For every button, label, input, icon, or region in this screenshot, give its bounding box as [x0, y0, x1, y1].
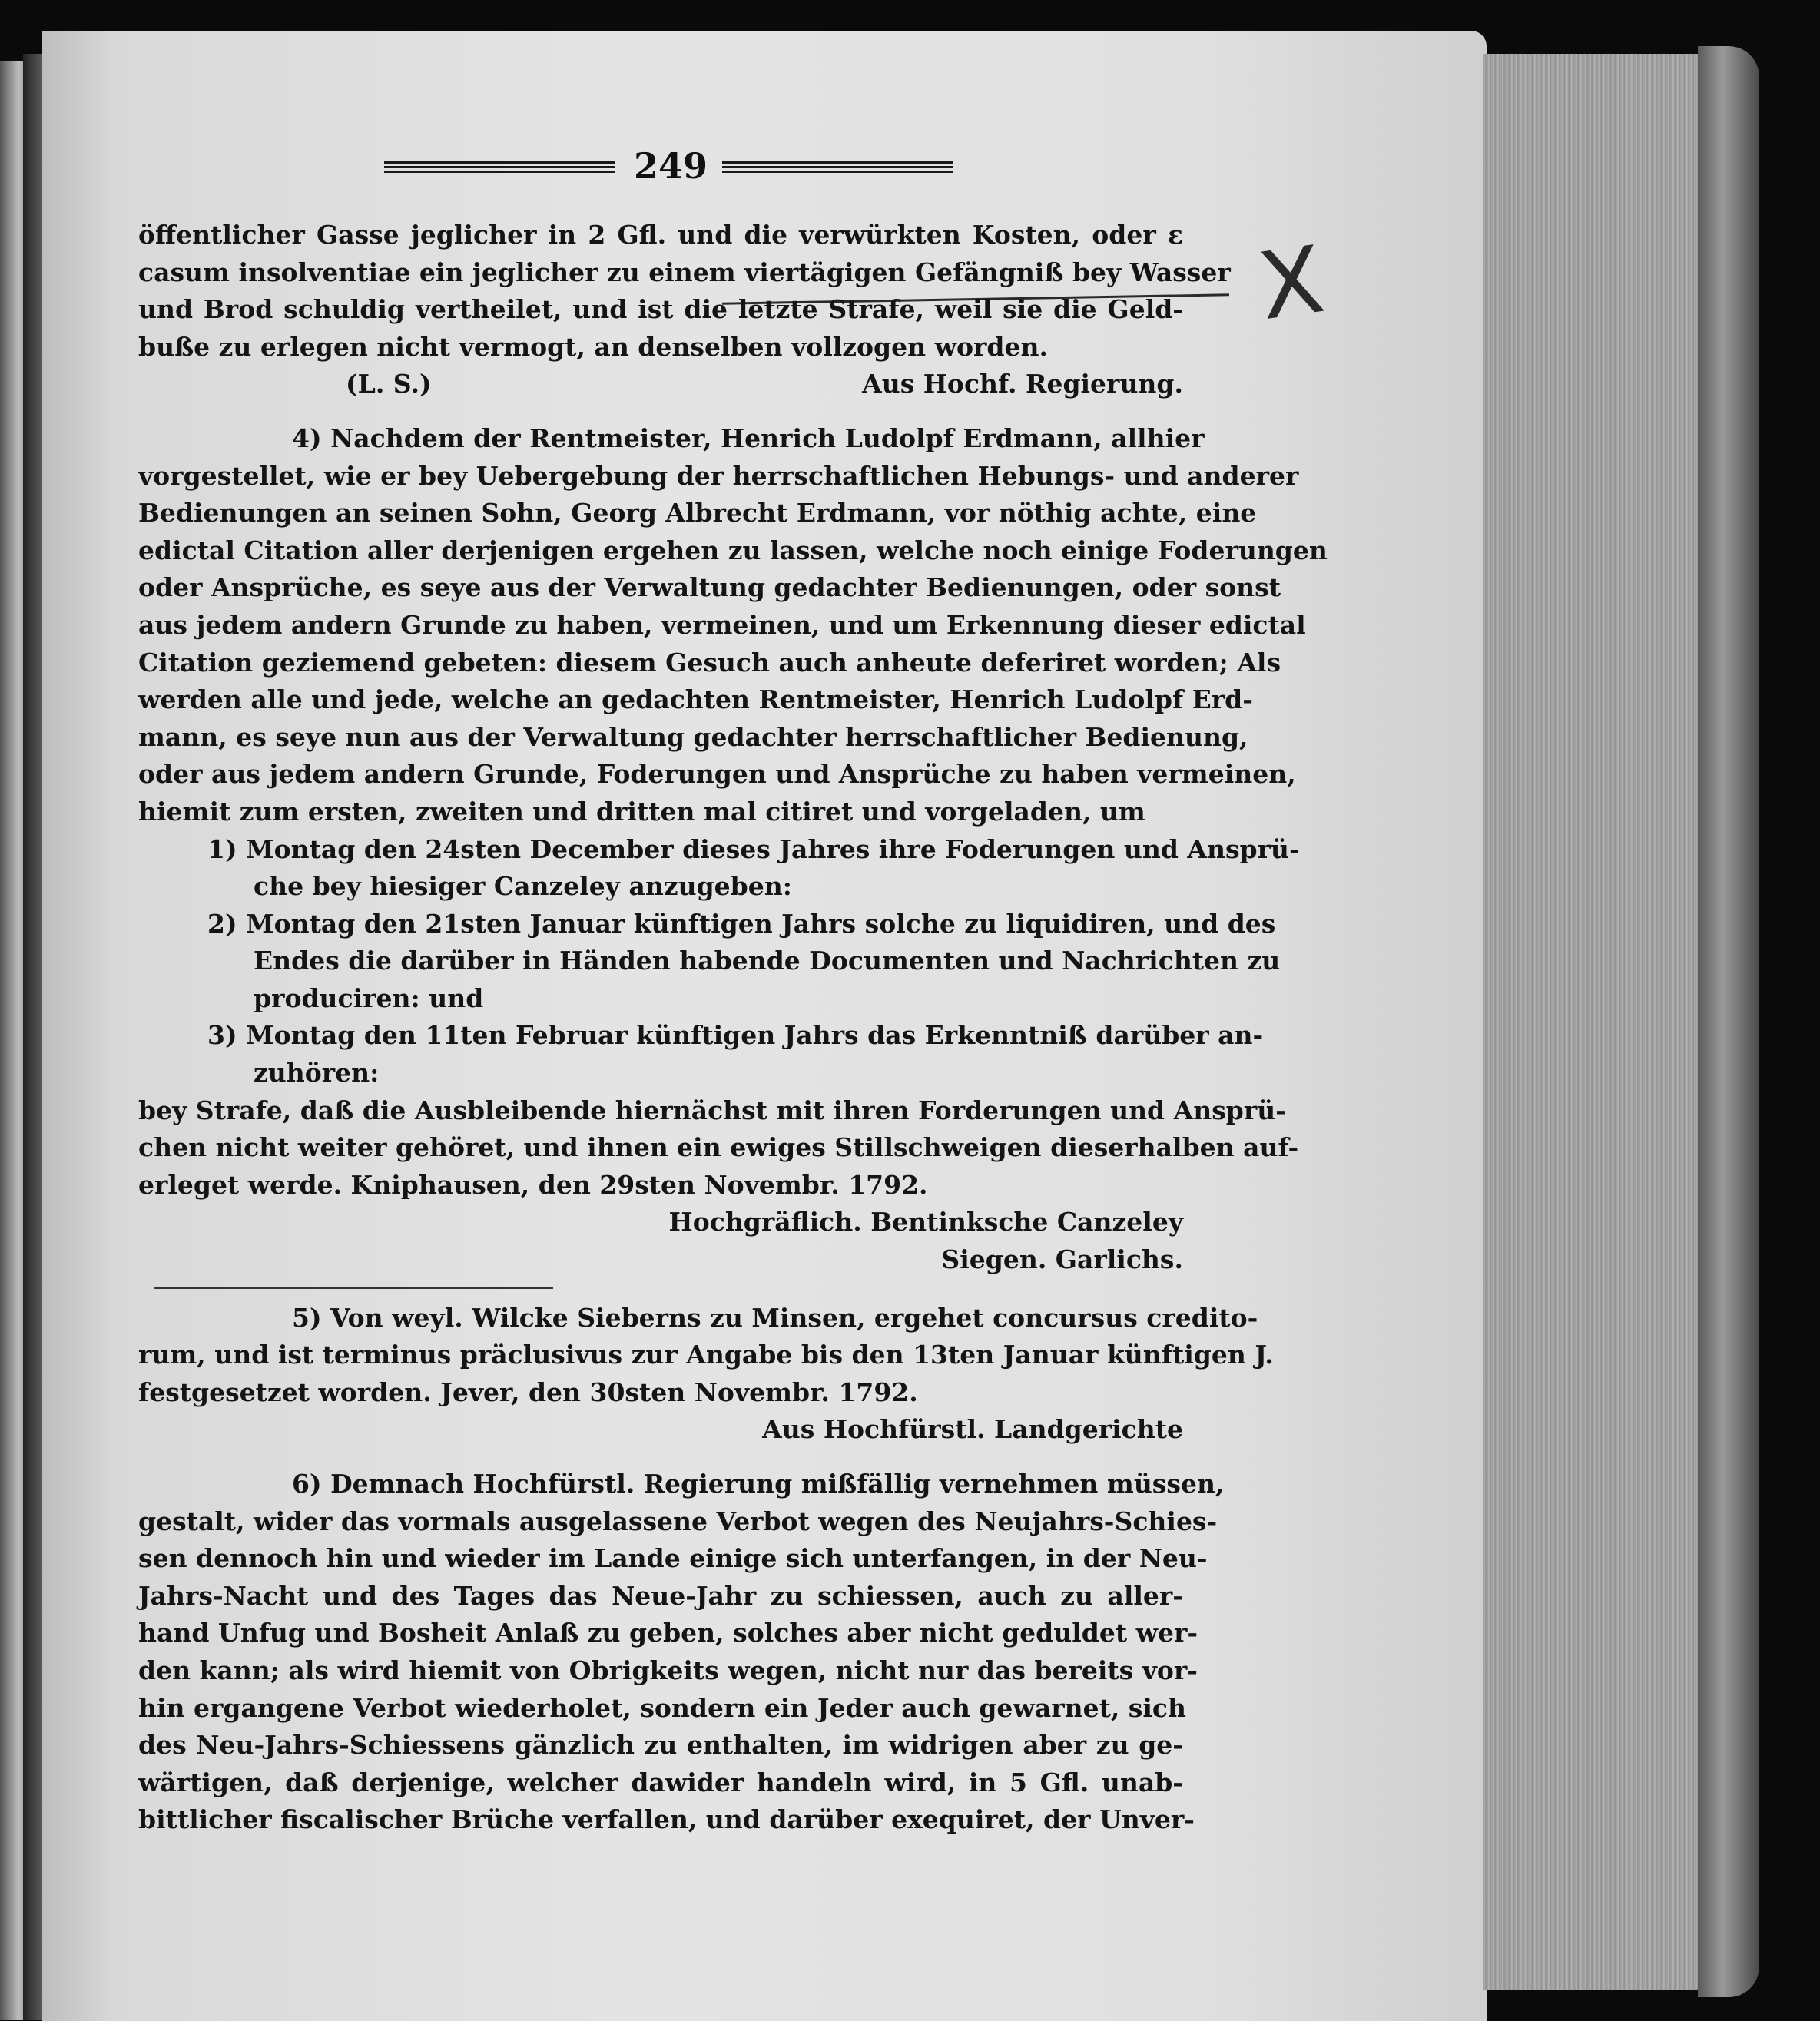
text-line: bittlicher fiscalischer Brüche verfallen, und darüber exequiret, der Unver- — [138, 1804, 1195, 1835]
signature-line — [138, 366, 1183, 403]
text-line: wärtigen, daß derjenige, welcher dawider handeln wird, in 5 Gfl. unab- — [138, 1767, 1183, 1797]
text-line: Jahrs-Nacht und des Tages das Neue-Jahr zu schiessen, auch zu aller- — [138, 1580, 1183, 1611]
text-line: Citation geziemend gebeten: diesem Gesuch auch anheute deferiret worden; Als — [138, 647, 1281, 678]
text-line: bey Strafe, daß die Ausbleibende hiernächst mit ihren Forderungen und Ansprü- — [138, 1095, 1286, 1125]
page-block-edges — [1483, 54, 1718, 1990]
list-item-cont: Endes die darüber in Händen habende Documenten und Nachrichten zu — [254, 946, 1281, 976]
issuer: Hochgräflich. Bentinksche Canzeley — [668, 1207, 1183, 1237]
list-item-cont: zuhören: — [254, 1058, 380, 1088]
page-number: 249 — [633, 145, 708, 187]
text-line: edictal Citation aller derjenigen ergehen zu lassen, welche noch einige Foderungen — [138, 535, 1328, 565]
header-rule-right — [722, 161, 953, 173]
text-line: mann, es seye nun aus der Verwaltung gedachter herrschaftlicher Bedienung, — [138, 721, 1248, 752]
section-separator — [154, 1287, 553, 1289]
text-line: werden alle und jede, welche an gedachten Rentmeister, Henrich Ludolpf Erd- — [138, 684, 1253, 715]
text-line: gestalt, wider das vormals ausgelassene Verbot wegen des Neujahrs-Schies- — [138, 1506, 1218, 1536]
margin-handwritten-mark: X — [1252, 226, 1331, 342]
issuer: Aus Hochfürstl. Landgerichte — [762, 1414, 1183, 1445]
header-rule-left — [384, 161, 615, 173]
seal-mark: (L. S.) — [346, 369, 432, 399]
text-line: oder Ansprüche, es seye aus der Verwaltung gedachter Bedienungen, oder sonst — [138, 572, 1281, 603]
text-line: 5) Von weyl. Wilcke Sieberns zu Minsen, ergehet concursus credito- — [292, 1302, 1258, 1333]
text-line: 4) Nachdem der Rentmeister, Henrich Ludolpf Erdmann, allhier — [292, 422, 1205, 453]
text-line: 6) Demnach Hochfürstl. Regierung mißfällig vernehmen müssen, — [292, 1469, 1225, 1499]
text-line: casum insolventiae ein jeglicher zu einem viertägigen Gefängniß bey Wasser — [138, 257, 1231, 287]
text-line: vorgestellet, wie er bey Uebergebung der herrschaftlichen Hebungs- und anderer — [138, 460, 1299, 491]
issuer: Aus Hochf. Regierung. — [862, 369, 1183, 399]
text-line: sen dennoch hin und wieder im Lande einige sich unterfangen, in der Neu- — [138, 1543, 1208, 1574]
text-line: Bedienungen an seinen Sohn, Georg Albrecht Erdmann, vor nöthig achte, eine — [138, 498, 1257, 528]
text-line: oder aus jedem andern Grunde, Foderungen und Ansprüche zu haben vermeinen, — [138, 759, 1296, 790]
text-line: aus jedem andern Grunde zu haben, vermeinen, und um Erkennung dieser edictal — [138, 609, 1306, 640]
text-line: des Neu-Jahrs-Schiessens gänzlich zu enthalten, im widrigen aber zu ge- — [138, 1730, 1183, 1761]
text-line: erleget werde. Kniphausen, den 29sten Novembr. 1792. — [138, 1169, 928, 1200]
text-line: den kann; als wird hiemit von Obrigkeits wegen, nicht nur das bereits vor- — [138, 1655, 1198, 1685]
text-line: hiemit zum ersten, zweiten und dritten mal citiret und vorgeladen, um — [138, 796, 1145, 827]
list-item-cont: che bey hiesiger Canzeley anzugeben: — [254, 871, 792, 902]
page-text — [138, 217, 1328, 1839]
text-line: hin ergangene Verbot wiederholet, sondern ein Jeder auch gewarnet, sich — [138, 1692, 1187, 1723]
text-line: festgesetzet worden. Jever, den 30sten Novembr. 1792. — [138, 1377, 918, 1407]
text-line: chen nicht weiter gehöret, und ihnen ein ewiges Stillschweigen dieserhalben auf- — [138, 1132, 1299, 1163]
list-item: 3) Montag den 11ten Februar künftigen Jahrs das Erkenntniß darüber an- — [207, 1020, 1264, 1051]
text-line: hand Unfug und Bosheit Anlaß zu geben, solches aber nicht geduldet wer- — [138, 1618, 1198, 1648]
issuer-signature: Siegen. Garlichs. — [941, 1244, 1183, 1275]
list-item: 2) Montag den 21sten Januar künftigen Jahrs solche zu liquidiren, und des — [207, 908, 1276, 939]
text-line: und Brod schuldig vertheilet, und ist die letzte Strafe, weil sie die Geld- — [138, 294, 1183, 325]
page-header — [384, 145, 960, 188]
list-item-cont: produciren: und — [254, 982, 484, 1013]
book-cover-edge — [1698, 46, 1759, 1997]
text-line: öffentlicher Gasse jeglicher in 2 Gfl. und die verwürkten Kosten, oder ɛ — [138, 220, 1183, 250]
text-line: rum, und ist terminus präclusivus zur Angabe bis den 13ten Januar künftigen J. — [138, 1340, 1274, 1370]
text-line: buße zu erlegen nicht vermogt, an denselben vollzogen worden. — [138, 331, 1048, 362]
list-item: 1) Montag den 24sten December dieses Jahres ihre Foderungen und Ansprü- — [207, 833, 1300, 864]
